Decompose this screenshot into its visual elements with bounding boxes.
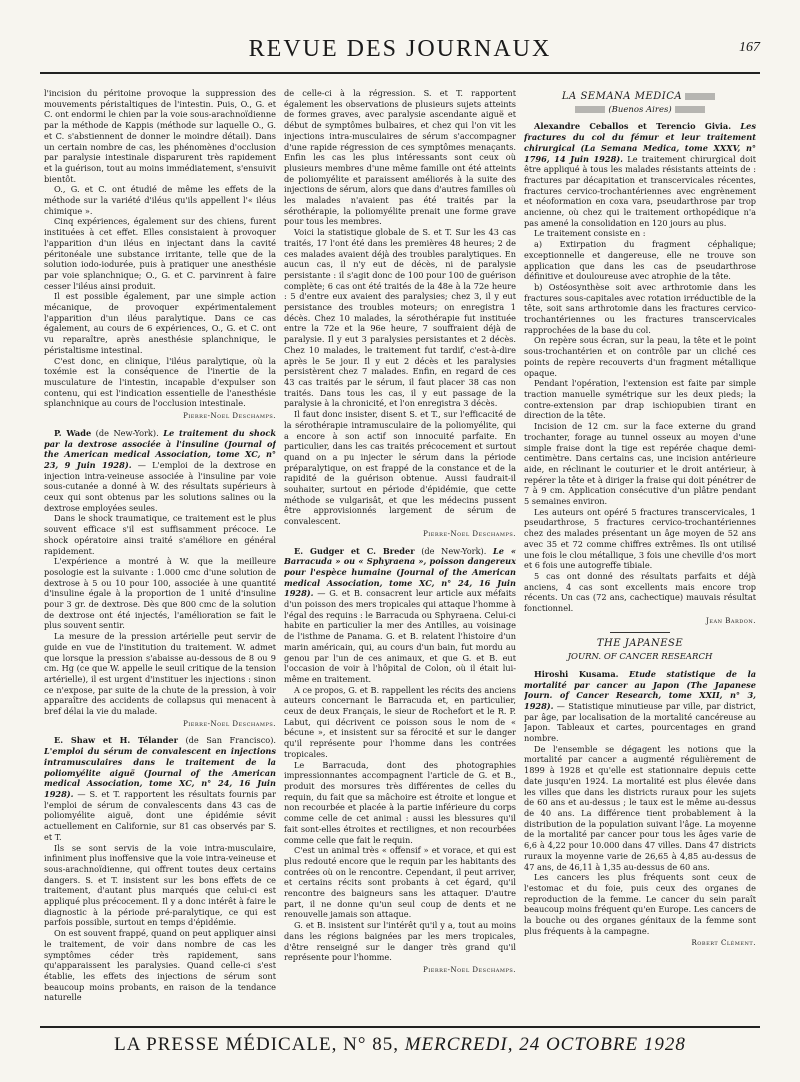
footer-publication: LA PRESSE MÉDICALE, N° 85, [114, 1034, 399, 1055]
paragraph: de celle-ci à la régression. S. et T. rapportent également les observations de plusieurs sujets atteints de formes graves, avec paralysie ascendante aiguë et début de symptômes bulbaires, et chez qui l'on vit les injections intra-musculaires de sérum s'accompagner d'une rapide régression de ces symptômes menaçants. Enfin les cas les plus intéressants sont ceux où plusieurs membres d'une même famille ont été atteints de poliomyélite et paraissent améliorés à la suite des injections de sérum, alors que dans d'autres familles où les malades n'avaient pas été traités par la sérothérapie, la poliomyélite prenait une forme grave pour tous les membres. [284, 88, 516, 227]
article-author: Hiroshi Kusama. [534, 668, 619, 679]
paragraph: L'expérience a montré à W. que la meilleure posologie est la suivante : 1.000 cmc d'une solution de dextrose à 5 ou 10 pour 100, associée à une quantité d'insuline égale à la proportion de 1 unité d'insuline pour 3 gr. de dextrose. Dès que 800 cmc de la solution de dextrose ont été injectés, l'amélioration se fait le plus souvent sentir. [44, 556, 276, 631]
signature: Jean Bardon. [706, 616, 756, 625]
paragraph: Le traitement consiste en : [534, 228, 646, 239]
paragraph: Il est possible également, par une simple action mécanique, de provoquer expérimentalement l'apparition d'un iléus paralytique. Dans ce cas également, au cours de 6 expériences, O., G. et C. ont vu reparaître, après anesthésie splanchnique, le péristaltisme intestinal. [44, 291, 276, 355]
paragraph: C'est donc, en clinique, l'iléus paralytique, où la toxémie est la conséquence de l'inertie de la musculature de l'intestin, incapable d'expulser son contenu, qui est l'indication essentielle de l'anesthésie splanchnique au cours de l'occlusion intestinale. [44, 355, 276, 409]
paragraph: De l'ensemble se dégagent les notions que la mortalité par cancer a augmenté régulièrement de 1899 à 1928 et qu'elle est stationnaire depuis cette date jusqu'en 1924. La mortalité est plus élevée dans les villes que dans les districts ruraux pour les sujets de 60 ans et au-dessus ; le taux est le même au-dessus de 40 ans. La différence tient probablement à la distribution de la population suivant l'âge. La moyenne de la mortalité par cancer pour tous les âges varie de 6,6 à 4,22 pour 10.000 dans 47 villes. Dans 47 districts ruraux la moyenne varie de 26,65 à 4,85 au-dessus de 47 ans, de 46,11 à 1,35 au-dessus de 60 ans. [524, 743, 756, 872]
section-title [524, 92, 756, 103]
section-subtitle: JOURN. OF CANCER RESEARCH [567, 652, 713, 663]
article-title: L'emploi du sérum de convalescent en injections intramusculaires dans le traitement de la poliomyélite aiguë (Journal of the American medical Association, tome XC, n° 24, 16 Juin 1928). [44, 746, 276, 799]
paragraph: 5 cas ont donné des résultats parfaits et déjà anciens, 4 cas sont excellents mais encore trop récents. Un cas (72 ans, cachectique) mauvais résultat fonctionnel. [524, 570, 756, 614]
paragraph: G. et B. insistent sur l'intérêt qu'il y a, tout au moins dans les régions baignées par les mers tropicales, d'être renseigné sur le danger très grand qu'il représente pour l'homme. [284, 920, 516, 963]
paragraph: Le Barracuda, dont des photographies impressionnantes accompagnent l'article de G. et B., produit des morsures très différentes de celles du requin, du fait que sa mâchoire est étroite et longue et non recourbée et placée à la partie inférieure du corps comme celle de cet animal : aussi les blessures qu'il fait sont-elles étroites et rectilignes, et non recourbées comme celle que fait le requin. [284, 759, 516, 845]
print-smudge [685, 93, 715, 100]
print-smudge [575, 106, 605, 113]
article-place: (de New-York). [414, 545, 494, 556]
paragraph: — Statistique minutieuse par ville, par district, par âge, par localisation de la mortalité cancéreuse au Japon. Tableaux et cartes, pourcentages en grand nombre. [524, 700, 756, 744]
paragraph: On est souvent frappé, quand on peut appliquer ainsi le traitement, de voir dans nombre de cas les symptômes céder très rapidement, sans qu'apparaissent les paralysies. Quand celle-ci s'est établie, les effets des injections de sérum sont beaucoup moins probants, en raison de la tendance naturelle [44, 928, 276, 1003]
paragraph: — L'emploi de la dextrose en injection intra-veineuse associée à l'insuline par voie sous-cutanée a donné à W. des résultats supérieurs à ceux qui sont obtenus par les solutions salines ou la dextrose employées seules. [44, 459, 276, 513]
signature: Pierre-Noel Deschamps. [423, 529, 516, 538]
signature: Pierre-Noel Deschamps. [183, 412, 276, 421]
article-place: (de New-York). [91, 427, 164, 438]
paragraph: On repère sous écran, sur la peau, la tête et le point sous-trochantérien et on contrôle par un cliché ces points de repère recouverts d'un fragment métallique opaque. [524, 335, 756, 378]
paragraph: Les cancers les plus fréquents sont ceux de l'estomac et du foie, puis ceux des organes de reproduction de la femme. Le cancer du sein paraît beaucoup moins fréquent qu'en Europe. Les cancers de la bouche ou des organes génitaux de la femme sont plus fréquents à la campagne. [524, 872, 756, 936]
article-author: E. Shaw et H. Télander [54, 735, 178, 746]
print-smudge [675, 106, 705, 113]
paragraph: Voici la statistique globale de S. et T. Sur les 43 cas traités, 17 l'ont été dans les premières 48 heures; 2 de ces malades avaient déjà des troubles paralytiques. En aucun cas, il n'y eut de décès, ni de paralysie persistante : il s'agit donc de 100 pour 100 de guérison complète; 6 cas ont été traités de la 48e à la 72e heure : 5 d'entre eux avaient des paralysies; chez 3, il y eut persistance des troubles moteurs; on enregistra 1 décès. Chez 10 malades, la sérothérapie fut instituée entre la 72e et la 96e heure, 7 souffraient déjà de paralysie. Il y eut 3 paralysies persistantes et 2 décès. Chez 10 malades, le traitement fut tardif, c'est-à-dire après le 5e jour. Il y eut 2 décès et les paralysies persistèrent chez 7 malades. Enfin, en regard de ces 43 cas traités par le sérum, il faut placer 38 cas non traités. Dans tous les cas, il y eut passage de la paralysie à la chronicité, et l'on enregistra 3 décès. [284, 227, 516, 409]
article-title: Les fractures du col du fémur et leur traitement chirurgical (La Semana Medica, tome XXXV, n° 1796, 14 Juin 1928). [524, 121, 756, 164]
paragraph: Les auteurs ont opéré 5 fractures transcervicales, 1 pseudarthrose, 5 fractures cervico-trochantériennes chez des malades présentant un âge moyen de 52 ans avec 35 et 72 comme chiffres extrêmes. Ils ont utilisé une fois le clou métallique, 3 fois une cheville d'os mort et 6 fois une autogreffe tibiale. [524, 506, 756, 571]
section-subtitle-text: (Buenos Aires) [608, 104, 672, 115]
paragraph: a) Extirpation du fragment céphalique; exceptionnelle et dangereuse, elle ne trouve son application que dans les cas de pseudarthrose définitive et douloureuse avec atrophie de la tête. [524, 239, 756, 282]
article-title: Le traitement du shock par la dextrose associée à l'insuline (Journal of the American medical Association, tome XC, n° 23, 9 Juin 1928). [44, 427, 276, 470]
paragraph: l'incision du péritoine provoque la suppression des mouvements péristaltiques de l'intestin. Puis, O., G. et C. ont endormi le chien par la voie sous-arachnoïdienne par la méthode de Kappis (méthode sur laquelle O., G. et C. s'abstiennent de donner le moindre détail). Dans un certain nombre de cas, les phénomènes d'occlusion par paralysie intestinale disparurent très rapidement et la guérison, tout au moins immédiatement, s'ensuivit bientôt. [44, 88, 276, 184]
column-2 [284, 88, 516, 1022]
page-footer [40, 1026, 760, 1058]
paragraph: La mesure de la pression artérielle peut servir de guide en vue de l'institution du traitement. W. admet que lorsque la pression s'abaisse au-dessous de 8 ou 9 cm. Hg (ce que W. appelle le seuil critique de la tension artérielle), il est urgent d'instituer les injections : sinon ce n'expose, par suite de la chute de la pression, à voir apparaître des accidents de collapsus qui menacent à bref délai la vie du malade. [44, 631, 276, 717]
signature: Pierre-Noel Deschamps. [183, 719, 276, 728]
paragraph: Dans le shock traumatique, ce traitement est le plus souvent efficace s'il est suffisamment précoce. Le shock opératoire ainsi traité s'améliore en général rapidement. [44, 513, 276, 556]
divider [610, 632, 670, 633]
paragraph: O., G. et C. ont étudié de même les effets de la méthode sur la variété d'iléus qu'ils appellent l'« iléus chimique ». [44, 184, 276, 216]
journal-title: REVUE DES JOURNAUX [248, 36, 552, 62]
paragraph: Incision de 12 cm. sur la face externe du grand trochanter, forage au tunnel osseux au moyen d'une simple fraise dont la tige est repérée chaque demi-centimètre. Dans certains cas, une incision antérieure aide, en réclinant le couturier et le droit antérieur, à repérer la tête et à diriger la fraise qui doit pénétrer de 7 à 9 cm. Application consécutive d'un plâtre pendant 5 semaines environ. [524, 421, 756, 507]
article-author: P. Wade [54, 427, 92, 438]
article-header [284, 546, 516, 685]
article-title: Le « Barracuda » ou « Sphyraena », poisson dangereux pour l'espèce humaine (Journal of the American medical Association, tome XC, n° 24, 16 Juin 1928). [284, 545, 516, 599]
footer-date: MERCREDI, 24 OCTOBRE 1928 [404, 1034, 686, 1055]
section-subtitle [524, 105, 756, 116]
section-title: THE JAPANESE [596, 638, 684, 650]
paragraph: Pendant l'opération, l'extension est faite par simple traction manuelle symétrique sur les deux pieds; la contre-extension par drap ischiopubien tirant en direction de la tête. [524, 378, 756, 421]
article-header [44, 428, 276, 514]
paragraph: b) Ostéosynthèse soit avec arthrotomie dans les fractures sous-capitales avec rotation irréductible de la tête, soit sans arthrotomie dans les fractures cervico-trochantériennes ou les fractures transcervicales rapprochées de la base du col. [524, 281, 756, 335]
paragraph: — G. et B. consacrent leur article aux méfaits d'un poisson des mers tropicales qui attaque l'homme à l'égal des requins : le Barracuda ou Sphyraena. Celui-ci habite en particulier la mer des Antilles, au voisinage de l'isthme de Panama. G. et B. relatent l'histoire d'un marin américain, qui, au cours d'un bain, fut mordu au genou par l'un de ces animaux, et que G. et B. eut l'occasion de voir à l'hôpital de Colon, où il était lui-même en traitement. [284, 588, 516, 684]
article-header [524, 121, 756, 228]
signature: Robert Clément. [691, 939, 756, 948]
paragraph: — S. et T. rapportent les résultats fournis par l'emploi de sérum de convalescents dans 43 cas de poliomyélite aiguë, dont une épidémie sévit actuellement en Californie, sur 81 cas observés par S. et T. [44, 789, 276, 842]
column-3 [524, 88, 756, 1022]
paragraph: A ce propos, G. et B. rappellent les récits des anciens auteurs concernant le Barracuda et, en particulier, ceux de deux Français, le sieur de Rochefort et le R. P. Labut, qui décrivent ce poisson sous le nom de « bécune », et insistent sur sa férocité et sur le danger qu'il représente pour l'homme dans les contrées tropicales. [284, 684, 516, 759]
footer-text [40, 1034, 760, 1056]
column-1 [44, 88, 276, 1022]
paragraph: Cinq expériences, également sur des chiens, furent instituées à cet effet. Elles consistaient à provoquer l'apparition d'un iléus en injectant dans la cavité péritonéale une substance irritante, telle que de la solution iodo-iodurée, puis à pratiquer une anesthésie par voie splanchnique; O., G. et C. parvinrent à faire cesser l'iléus ainsi produit. [44, 216, 276, 291]
page-number: 167 [739, 40, 760, 55]
article-header [44, 735, 276, 842]
paragraph: Le traitement chirurgical doit être appliqué à tous les malades résistants atteints de : fractures par décapitation et transcervicales récentes, fractures cervico-trochantériennes avec engrènement et néoformation en coxa vara, pseudarthrose par trop ancienne, où chez qui le traitement orthopédique n'a pas amené la consolidation en 120 jours au plus. [524, 153, 756, 228]
paragraph: Il faut donc insister, disent S. et T., sur l'efficacité de la sérothérapie intramusculaire de la poliomyélite, qui a encore à son actif son innocuité parfaite. En particulier, dans les cas traités précocement et surtout quand on a pu injecter le sérum dans la période préparalytique, on est frappé de la constance et de la rapidité de la guérison obtenue. Aussi faudrait-il souhaiter, surtout en période d'épidémie, que cette méthode se vulgarisât, et que les médecins pussent être approvisionnés largement de sérum de convalescent. [284, 409, 516, 527]
signature: Pierre-Noel Deschamps. [423, 965, 516, 974]
article-author: Alexandre Ceballos et Terencio Givia. [534, 121, 732, 132]
article-header [524, 669, 756, 744]
article-place: (de San Francisco). [177, 735, 276, 746]
article-author: E. Gudger et C. Breder [294, 545, 415, 556]
article-title: Etude statistique de la mortalité par cancer au Japon (The Japanese Journ. of Cancer Research, tome XXII, n° 3, 1928). [524, 668, 756, 711]
paragraph: C'est un animal très « offensif » et vorace, et qui est plus redouté encore que le requin par les habitants des contrées où on le rencontre. Cependant, il peut arriver, et certains récits sont probants à cet égard, qu'il rencontre des baigneurs sans les attaquer. D'autre part, il ne donne qu'un seul coup de dents et ne renouvelle jamais son attaque. [284, 845, 516, 920]
paragraph: Ils se sont servis de la voie intra-musculaire, infiniment plus inoffensive que la voie intra-veineuse et sous-arachnoïdienne, qui offrent toutes deux certains dangers. S. et T. insistent sur les bons effets de ce traitement, d'autant plus marqués que celui-ci est appliqué plus précocement. Il y a donc intérêt à faire le diagnostic à la période pré-paralytique, ce qui est parfois possible, surtout en temps d'épidémie. [44, 842, 276, 928]
page-header [40, 30, 760, 74]
section-title-text: LA SEMANA MEDICA [561, 91, 683, 102]
